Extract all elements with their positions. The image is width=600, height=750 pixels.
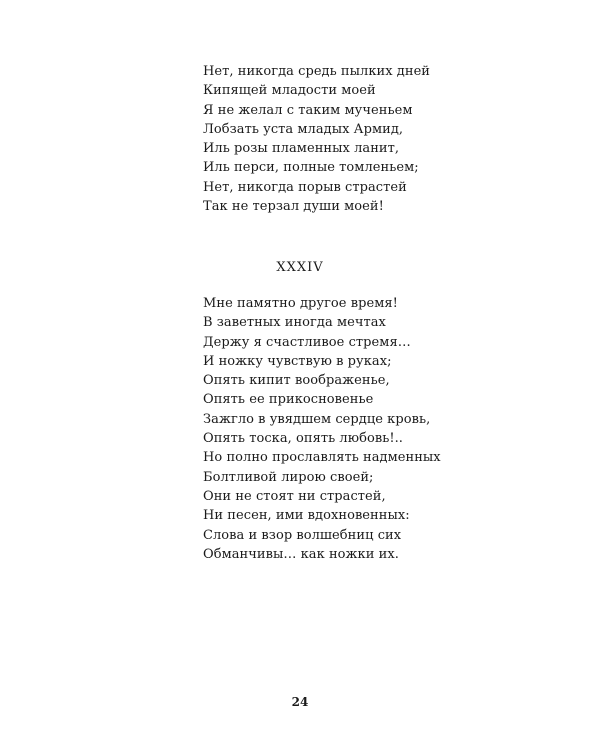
verse-line: Опять тоска, опять любовь!..	[203, 431, 403, 447]
verse-line: Держу я счастливое стремя…	[203, 334, 411, 350]
verse-line: Иль перси, полные томленьем;	[203, 160, 419, 176]
verse-line: Так не терзал души моей!	[203, 199, 384, 215]
verse-line: Опять кипит воображенье,	[203, 373, 390, 389]
verse-line: Опять ее прикосновенье	[203, 392, 374, 408]
stanza-second	[203, 294, 441, 564]
page-number: 24	[291, 695, 309, 709]
verse-line: Обманчивы… как ножки их.	[203, 546, 399, 562]
verse-line: Они не стоят ни страстей,	[203, 488, 386, 504]
verse-line: Ни песен, ими вдохновенных:	[203, 508, 410, 524]
stanza-number-heading: XXXIV	[276, 260, 324, 275]
verse-line: Нет, никогда средь пылких дней	[203, 64, 431, 79]
verse-line: Нет, никогда порыв страстей	[203, 179, 407, 195]
verse-line: В заветных иногда мечтах	[203, 315, 386, 331]
verse-line: Лобзать уста младых Армид,	[203, 121, 404, 137]
verse-line: Я не желал с таким мученьем	[203, 102, 413, 118]
verse-line: Мне памятно другое время!	[203, 296, 398, 311]
verse-line: Слова и взор волшебниц сих	[203, 527, 402, 543]
stanza-first	[203, 62, 430, 216]
verse-line: Но полно прославлять надменных	[203, 450, 441, 466]
verse-line: Иль розы пламенных ланит,	[203, 141, 400, 157]
verse-line: И ножку чувствую в руках;	[203, 353, 392, 369]
verse-line: Кипящей младости моей	[203, 83, 376, 99]
verse-line: Зажгло в увядшем сердце кровь,	[203, 411, 431, 427]
verse-line: Болтливой лирою своей;	[203, 469, 374, 485]
